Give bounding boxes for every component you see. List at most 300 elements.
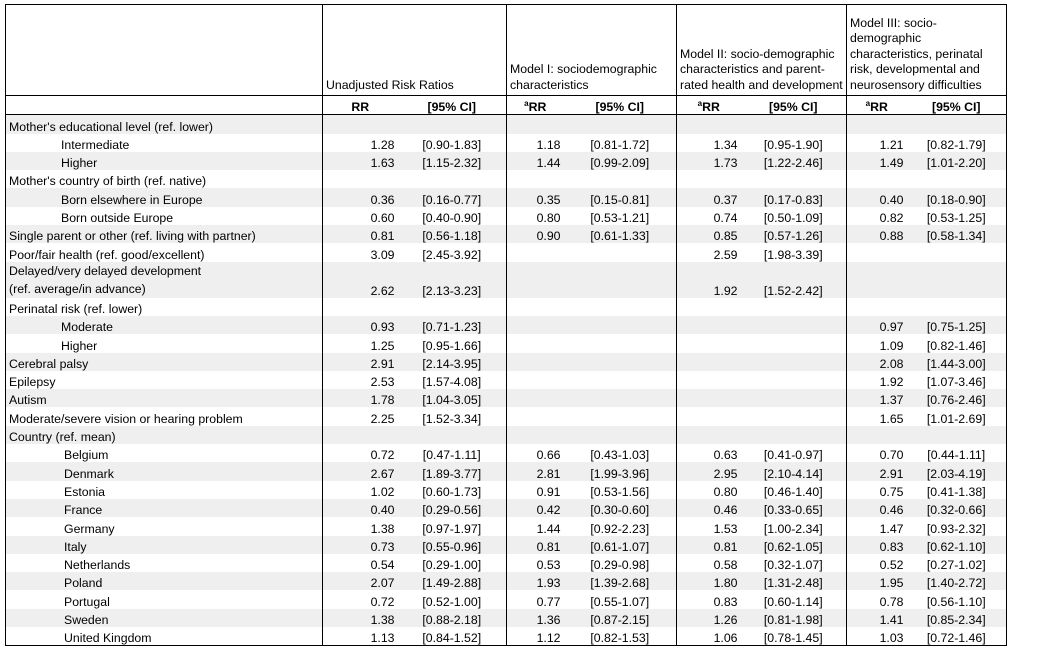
rr-value [507,262,564,298]
table-row [6,426,1007,444]
ci-value: [0.72-1.46] [907,627,1007,646]
rr-value: 0.77 [536,594,561,609]
ci-value: [0.30-0.60] [564,499,677,517]
table-row [6,481,1007,499]
rr-value: 0.58 [713,558,738,573]
rr-value: 0.54 [370,558,395,573]
rr-value: 1.12 [507,627,564,646]
row-label: Born outside Europe [6,207,323,225]
ci-value: [1.99-3.96] [564,462,677,480]
ci-value: [1.04-3.05] [398,389,507,407]
ci-value [398,115,507,134]
ci-value: [1.15-2.32] [398,152,507,170]
ci-value [564,262,677,298]
rr-value: 0.42 [507,499,564,517]
row-label: Single parent or other (ref. living with partner) [6,225,323,243]
ci-value: [0.99-2.09] [564,152,677,170]
rr-value [847,298,907,316]
rr-value: 2.91 [847,462,907,480]
rr-value: 1.25 [370,338,395,353]
ci-value: [0.95-1.66] [398,334,507,352]
rr-value: 0.81 [507,536,564,554]
ci-value: [0.33-0.65] [741,499,847,517]
ci-value: [0.53-1.56] [564,481,677,499]
rr-value: 2.07 [323,572,398,590]
rr-value [677,170,741,188]
ci-value: [0.62-1.05] [741,536,847,554]
row-label: Moderate [6,316,323,334]
rr-value: 1.18 [536,137,561,152]
header-unadjusted: Unadjusted Risk Ratios [323,5,507,96]
rr-value [323,426,398,444]
table-row [6,444,1007,462]
rr-value: 1.38 [323,609,398,627]
row-label: Autism [6,389,323,407]
ci-value: [2.03-4.19] [907,462,1007,480]
ci-value: [1.39-2.68] [564,572,677,590]
header-model-2: Model II: socio-demographic characteristics and parent-rated health and development [677,5,847,96]
ci-value: [0.87-2.15] [564,609,677,627]
row-label: Belgium [6,444,323,462]
rr-value [323,170,398,188]
rr-value [507,115,564,134]
ci-value [907,170,1007,188]
rr-value: 0.60 [370,211,395,226]
row-label: Denmark [6,462,323,480]
rr-value: 0.91 [536,484,561,499]
ci-value [741,298,847,316]
ci-value [741,407,847,425]
ci-value: [2.13-3.23] [398,262,507,298]
rr-value: 0.97 [847,316,907,334]
ci-value: [0.53-1.21] [564,207,677,225]
ci-value [741,389,847,407]
ci-value: [2.45-3.92] [398,243,507,261]
table-row [6,536,1007,554]
ci-value: [0.78-1.45] [741,627,847,646]
rr-value: 0.74 [713,211,738,226]
rr-value: 0.53 [536,558,561,573]
table-row [6,627,1007,646]
rr-value [677,316,741,334]
rr-value: 1.53 [713,521,738,536]
rr-value: 1.38 [370,521,395,536]
rr-value [677,407,741,425]
rr-value [677,426,741,444]
row-label: Epilepsy [6,371,323,389]
rr-value: 1.47 [879,521,904,536]
ci-value: [0.92-2.23] [564,517,677,535]
ci-value: [1.49-2.88] [398,572,507,590]
rr-value: 2.95 [677,462,741,480]
rr-value: 1.02 [370,484,395,499]
ci-value: [0.56-1.10] [907,590,1007,608]
table-row [6,462,1007,480]
rr-value [677,353,741,371]
rr-value: 0.80 [713,484,738,499]
row-label: Higher [6,334,323,352]
table-row [6,207,1007,225]
ci-value: [1.22-2.46] [741,152,847,170]
row-label: Born elsewhere in Europe [6,188,323,206]
rr-value: 2.81 [507,462,564,480]
ci-value: [0.29-0.56] [398,499,507,517]
ci-value: [0.32-1.07] [741,554,847,572]
ci-value: [0.40-0.90] [398,207,507,225]
ci-value [564,115,677,134]
rr-value [507,407,564,425]
ci-value: [2.14-3.95] [398,353,507,371]
rr-value: 0.35 [507,188,564,206]
table-row [6,316,1007,334]
rr-value: 1.63 [323,152,398,170]
rr-value: 1.93 [507,572,564,590]
header-row [6,5,1007,96]
ci-value: [0.58-1.34] [907,225,1007,243]
ci-value [741,426,847,444]
table-row [6,115,1007,134]
ci-value [907,426,1007,444]
table-row [6,353,1007,371]
table-row [6,371,1007,389]
subheader-arr-3: $^a$RR [847,96,907,115]
row-label: Poor/fair health (ref. good/excellent) [6,243,323,261]
ci-value [741,353,847,371]
ci-value: [1.89-3.77] [398,462,507,480]
row-label: Intermediate [6,134,323,152]
rr-value [507,371,564,389]
rr-value: 0.37 [677,188,741,206]
row-label: Italy [6,536,323,554]
rr-value: 1.13 [323,627,398,646]
ci-value [564,316,677,334]
rr-value [677,115,741,134]
header-model-1: Model I: sociodemographic characteristics [507,5,677,96]
rr-value: 0.85 [677,225,741,243]
ci-value [564,426,677,444]
rr-value [507,334,564,352]
ci-value [398,170,507,188]
rr-value: 1.92 [677,262,741,298]
subheader-ci: [95% CI] [398,96,507,115]
subheader-blank [6,96,323,115]
ci-value: [0.82-1.79] [907,134,1007,152]
ci-value: [1.52-2.42] [741,262,847,298]
subheader-rr: RR [323,96,398,115]
rr-value: 0.81 [677,536,741,554]
ci-value [564,334,677,352]
ci-value: [0.44-1.11] [907,444,1007,462]
ci-value: [1.52-3.34] [398,407,507,425]
ci-value: [0.71-1.23] [398,316,507,334]
ci-value: [0.55-1.07] [564,590,677,608]
rr-value: 1.36 [507,609,564,627]
ci-value [564,243,677,261]
table-row [6,188,1007,206]
ci-value [564,298,677,316]
table-row [6,262,1007,298]
rr-value [847,262,907,298]
rr-value: 0.75 [879,484,904,499]
rr-value: 0.36 [323,188,398,206]
subheader-ci-2: [95% CI] [741,96,847,115]
rr-value: 1.49 [847,152,907,170]
ci-value: [0.62-1.10] [907,536,1007,554]
rr-value [677,371,741,389]
subheader-ci-1: [95% CI] [564,96,677,115]
ci-value [907,298,1007,316]
ci-value: [0.95-1.90] [741,134,847,152]
rr-value: 1.44 [507,152,564,170]
rr-value: 0.80 [536,211,561,226]
row-label: Perinatal risk (ref. lower) [6,298,323,316]
rr-value [507,170,564,188]
ci-value: [0.90-1.83] [398,134,507,152]
rr-value: 2.62 [323,262,398,298]
ci-value [741,334,847,352]
rr-value: 1.03 [847,627,907,646]
ci-value: [1.00-2.34] [741,517,847,535]
ci-value: [0.41-1.38] [907,481,1007,499]
table-row [6,609,1007,627]
ci-value [564,170,677,188]
rr-value [323,115,398,134]
ci-value: [0.60-1.14] [741,590,847,608]
rr-value: 0.52 [879,558,904,573]
ci-value [564,407,677,425]
rr-value: 0.83 [713,594,738,609]
ci-value: [0.84-1.52] [398,627,507,646]
ci-value [907,115,1007,134]
rr-value: 0.63 [713,448,738,463]
rr-value: 0.82 [879,211,904,226]
rr-value [507,353,564,371]
ci-value: [0.29-0.98] [564,554,677,572]
ci-value: [0.76-2.46] [907,389,1007,407]
rr-value [677,334,741,352]
row-label: Sweden [6,609,323,627]
rr-value: 1.37 [847,389,907,407]
ci-value: [0.82-1.53] [564,627,677,646]
header-model-3: Model III: socio-demographic characteristics, perinatal risk, developmental and neurosensory difficulties [847,5,1007,96]
table-row [6,170,1007,188]
row-label: Germany [6,517,323,535]
rr-value: 0.72 [370,594,395,609]
table-row [6,334,1007,352]
rr-value: 2.08 [847,353,907,371]
ci-value: [0.53-1.25] [907,207,1007,225]
risk-ratio-table [5,4,1007,646]
row-label: Estonia [6,481,323,499]
subheader-ci-3: [95% CI] [907,96,1007,115]
ci-value: [0.60-1.73] [398,481,507,499]
row-label: Mother's educational level (ref. lower) [6,115,323,134]
ci-value [564,353,677,371]
ci-value: [1.07-3.46] [907,371,1007,389]
ci-value [741,316,847,334]
rr-value [847,243,907,261]
row-label: Country (ref. mean) [6,426,323,444]
rr-value [677,298,741,316]
ci-value: [0.52-1.00] [398,590,507,608]
ci-value: [1.44-3.00] [907,353,1007,371]
rr-value: 0.78 [879,594,904,609]
rr-value: 1.92 [879,375,904,390]
row-label-line-1: Delayed/very delayed development [9,263,202,278]
ci-value: [1.57-4.08] [398,371,507,389]
subheader-row [6,96,1007,115]
rr-value [507,316,564,334]
ci-value [564,371,677,389]
ci-value: [0.15-0.81] [564,188,677,206]
table-row [6,298,1007,316]
header-blank [6,5,323,96]
ci-value: [0.97-1.97] [398,517,507,535]
rr-value: 2.67 [323,462,398,480]
ci-value: [0.41-0.97] [741,444,847,462]
ci-value [907,243,1007,261]
rr-value: 1.34 [713,137,738,152]
ci-value: [0.57-1.26] [741,225,847,243]
ci-value: [0.93-2.32] [907,517,1007,535]
rr-value: 0.93 [323,316,398,334]
table-row [6,407,1007,425]
rr-value: 1.41 [847,609,907,627]
subheader-arr-2: $^a$RR [677,96,741,115]
ci-value: [0.29-1.00] [398,554,507,572]
rr-value [507,426,564,444]
rr-value: 1.95 [847,572,907,590]
table-row [6,389,1007,407]
table-row [6,554,1007,572]
rr-value: 2.91 [323,353,398,371]
rr-value [507,389,564,407]
rr-value: 0.81 [323,225,398,243]
table-row [6,499,1007,517]
table-row [6,152,1007,170]
rr-value: 0.83 [847,536,907,554]
ci-value [398,426,507,444]
row-label: Moderate/severe vision or hearing problem [6,407,323,425]
ci-value: [0.55-0.96] [398,536,507,554]
rr-value: 1.06 [677,627,741,646]
ci-value: [1.01-2.20] [907,152,1007,170]
ci-value: [1.31-2.48] [741,572,847,590]
ci-value: [2.10-4.14] [741,462,847,480]
rr-value: 2.25 [370,411,395,426]
rr-value: 1.80 [677,572,741,590]
rr-value: 1.78 [323,389,398,407]
row-label: Netherlands [6,554,323,572]
row-label: Portugal [6,590,323,608]
rr-value: 1.28 [370,137,395,152]
ci-value: [0.61-1.33] [564,225,677,243]
row-label-line-2: (ref. average/in advance) [9,281,146,296]
rr-value [847,115,907,134]
rr-value: 1.09 [879,338,904,353]
rr-value [677,389,741,407]
rr-value [323,298,398,316]
rr-value: 3.09 [370,247,395,262]
rr-value: 2.59 [713,247,738,262]
rr-value: 0.40 [323,499,398,517]
row-label: Higher [6,152,323,170]
rr-value: 1.65 [879,411,904,426]
table-row [6,243,1007,261]
ci-value: [1.01-2.69] [907,407,1007,425]
rr-value: 1.26 [677,609,741,627]
rr-value: 0.88 [847,225,907,243]
rr-value [507,243,564,261]
table-row [6,517,1007,535]
ci-value: [0.82-1.46] [907,334,1007,352]
table-row [6,134,1007,152]
ci-value: [0.17-0.83] [741,188,847,206]
row-label: United Kingdom [6,627,323,646]
ci-value: [0.43-1.03] [564,444,677,462]
ci-value: [0.32-0.66] [907,499,1007,517]
row-label: Poland [6,572,323,590]
subheader-arr-1: $^a$RR [507,96,564,115]
ci-value [741,371,847,389]
ci-value: [1.40-2.72] [907,572,1007,590]
ci-value: [0.18-0.90] [907,188,1007,206]
rr-value: 1.44 [536,521,561,536]
rr-value: 0.46 [677,499,741,517]
table-container [5,4,1007,646]
rr-value: 0.66 [536,448,561,463]
rr-value: 0.70 [879,448,904,463]
rr-value: 2.53 [370,375,395,390]
ci-value [907,262,1007,298]
ci-value: [0.61-1.07] [564,536,677,554]
rr-value: 0.90 [507,225,564,243]
rr-value: 0.72 [370,448,395,463]
ci-value: [1.98-3.39] [741,243,847,261]
rr-value: 1.73 [677,152,741,170]
ci-value [741,115,847,134]
ci-value: [0.81-1.98] [741,609,847,627]
row-label: France [6,499,323,517]
ci-value [398,298,507,316]
ci-value [564,389,677,407]
table-row [6,572,1007,590]
rr-value: 0.46 [847,499,907,517]
row-label: Mother's country of birth (ref. native) [6,170,323,188]
rr-value [847,170,907,188]
ci-value: [0.81-1.72] [564,134,677,152]
rr-value: 1.21 [879,137,904,152]
rr-value: 0.73 [323,536,398,554]
ci-value: [0.88-2.18] [398,609,507,627]
row-label [6,262,323,298]
ci-value: [0.56-1.18] [398,225,507,243]
ci-value: [0.85-2.34] [907,609,1007,627]
row-label: Cerebral palsy [6,353,323,371]
ci-value: [0.75-1.25] [907,316,1007,334]
ci-value: [0.27-1.02] [907,554,1007,572]
table-row [6,590,1007,608]
rr-value [847,426,907,444]
rr-value: 0.40 [847,188,907,206]
table-row [6,225,1007,243]
ci-value: [0.46-1.40] [741,481,847,499]
ci-value: [0.50-1.09] [741,207,847,225]
rr-value [507,298,564,316]
ci-value [741,170,847,188]
ci-value: [0.16-0.77] [398,188,507,206]
ci-value: [0.47-1.11] [398,444,507,462]
